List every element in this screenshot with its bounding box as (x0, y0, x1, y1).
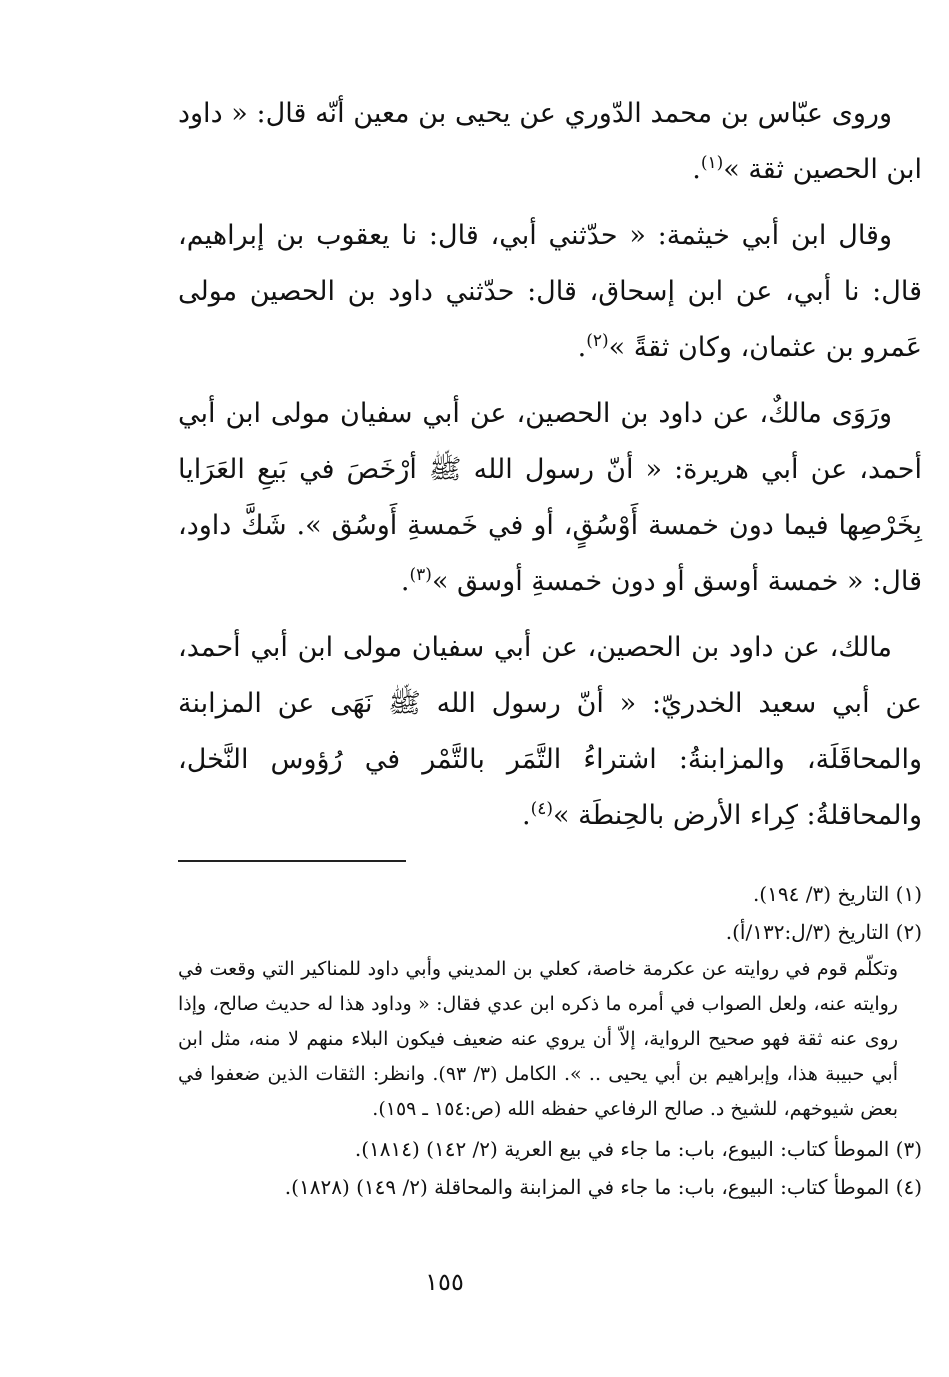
footnote-ref-3: (٣) (409, 565, 432, 585)
footnote-3: (٣) الموطأ كتاب: البيوع، باب: ما جاء في بيع العرية (٢/ ١٤٢) (١٨١٤). (354, 1137, 922, 1161)
footnote-ref-2: (٢) (586, 331, 609, 351)
paragraph-4: مالك، عن داود بن الحصين، عن أبي سفيان مولى ابن أبي أحمد، عن أبي سعيد الخدريّ: « أنّ رسول الله ﷺ نَهَى عن المزابنة والمحاقَلَة، والمزابنةُ: اشتراءُ التَّمَر بالتَّمْر في رُؤوس النَّخل، والمحاقلةُ: كِراء الأرض بالحِنطَة »$^{(٤)}$. (178, 632, 922, 831)
footnotes (178, 876, 922, 1205)
paragraph-3-text: ورَوَى مالكٌ، عن داود بن الحصين، عن أبي سفيان مولى ابن أبي أحمد، عن أبي هريرة: « أنّ رسول الله ﷺ أرْخَصَ في بَيعِ العَرَايا بِخَرْصِها فيما دون خمسة أَوْسُقٍ، أو في خَمسةِ أَوسُق ». شَكَّ داود، قال: « خمسة أوسق أو دون خمسةِ أوسق » (178, 398, 922, 597)
footnote-2: (٢) التاريخ (٣/ل:١٣٢/أ). (725, 920, 922, 944)
footnote-ref-4: (٤) (530, 799, 553, 819)
page (178, 86, 922, 1336)
paragraph-1-text: وروى عبّاس بن محمد الدّوري عن يحيى بن معين أنّه قال: « داود ابن الحصين ثقة » (178, 98, 922, 185)
paragraph-4-text: مالك، عن داود بن الحصين، عن أبي سفيان مولى ابن أبي أحمد، عن أبي سعيد الخدريّ: « أنّ رسول الله ﷺ نَهَى عن المزابنة والمحاقَلَة، والمزابنةُ: اشتراءُ التَّمَر بالتَّمْر في رُؤوس النَّخل، والمحاقلةُ: كِراء الأرض بالحِنطَة » (178, 632, 922, 831)
main-text (178, 86, 922, 844)
paragraph-2-text: وقال ابن أبي خيثمة: « حدّثني أبي، قال: نا يعقوب بن إبراهيم، قال: نا أبي، عن ابن إسحاق، قال: حدّثني داود بن الحصين مولى عَمرو بن عثمان، وكان ثقةً » (178, 220, 922, 363)
footnote-2-continuation: وتكلّم قوم في روايته عن عكرمة خاصة، كعلي بن المديني وأبي داود للمناكير التي وقعت في روايته عنه، ولعل الصواب في أمره ما ذكره ابن عدي فقال: « وداود هذا له حديث صالح، وإذا روى عنه ثقة فهو صحيح الرواية، إلاّ أن يروي عنه ضعيف فيكون البلاء منهم لا منه، مثل ابن أبي حبيبة هذا، وإبراهيم بن أبي يحيى .. ». الكامل (٣/ ٩٣). وانظر: الثقات الذين ضعفوا في بعض شيوخهم، للشيخ د. صالح الرفاعي حفظه الله (ص:١٥٤ ـ ١٥٩). (178, 958, 898, 1120)
paragraph-3: ورَوَى مالكٌ، عن داود بن الحصين، عن أبي سفيان مولى ابن أبي أحمد، عن أبي هريرة: « أنّ رسول الله ﷺ أرْخَصَ في بَيعِ العَرَايا بِخَرْصِها فيما دون خمسة أَوْسُقٍ، أو في خَمسةِ أَوسُق ». شَكَّ داود، قال: « خمسة أوسق أو دون خمسةِ أوسق »$^{(٣)}$. (178, 398, 922, 597)
footnote-ref-1: (١) (700, 153, 724, 173)
footnote-1: (١) التاريخ (٣/ ١٩٤). (752, 882, 922, 906)
footnote-separator (178, 860, 406, 862)
paragraph-2: وقال ابن أبي خيثمة: « حدّثني أبي، قال: نا يعقوب بن إبراهيم، قال: نا أبي، عن ابن إسحاق، قال: حدّثني داود بن الحصين مولى عَمرو بن عثمان، وكان ثقةً »$^{(٢)}$. (178, 220, 922, 363)
page-number: ١٥٥ (425, 1268, 464, 1296)
footnote-4: (٤) الموطأ كتاب: البيوع، باب: ما جاء في المزابنة والمحاقلة (٢/ ١٤٩) (١٨٢٨). (284, 1175, 922, 1199)
paragraph-1: وروى عبّاس بن محمد الدّوري عن يحيى بن معين أنّه قال: « داود ابن الحصين ثقة »$^{(١)}$. (178, 98, 922, 185)
